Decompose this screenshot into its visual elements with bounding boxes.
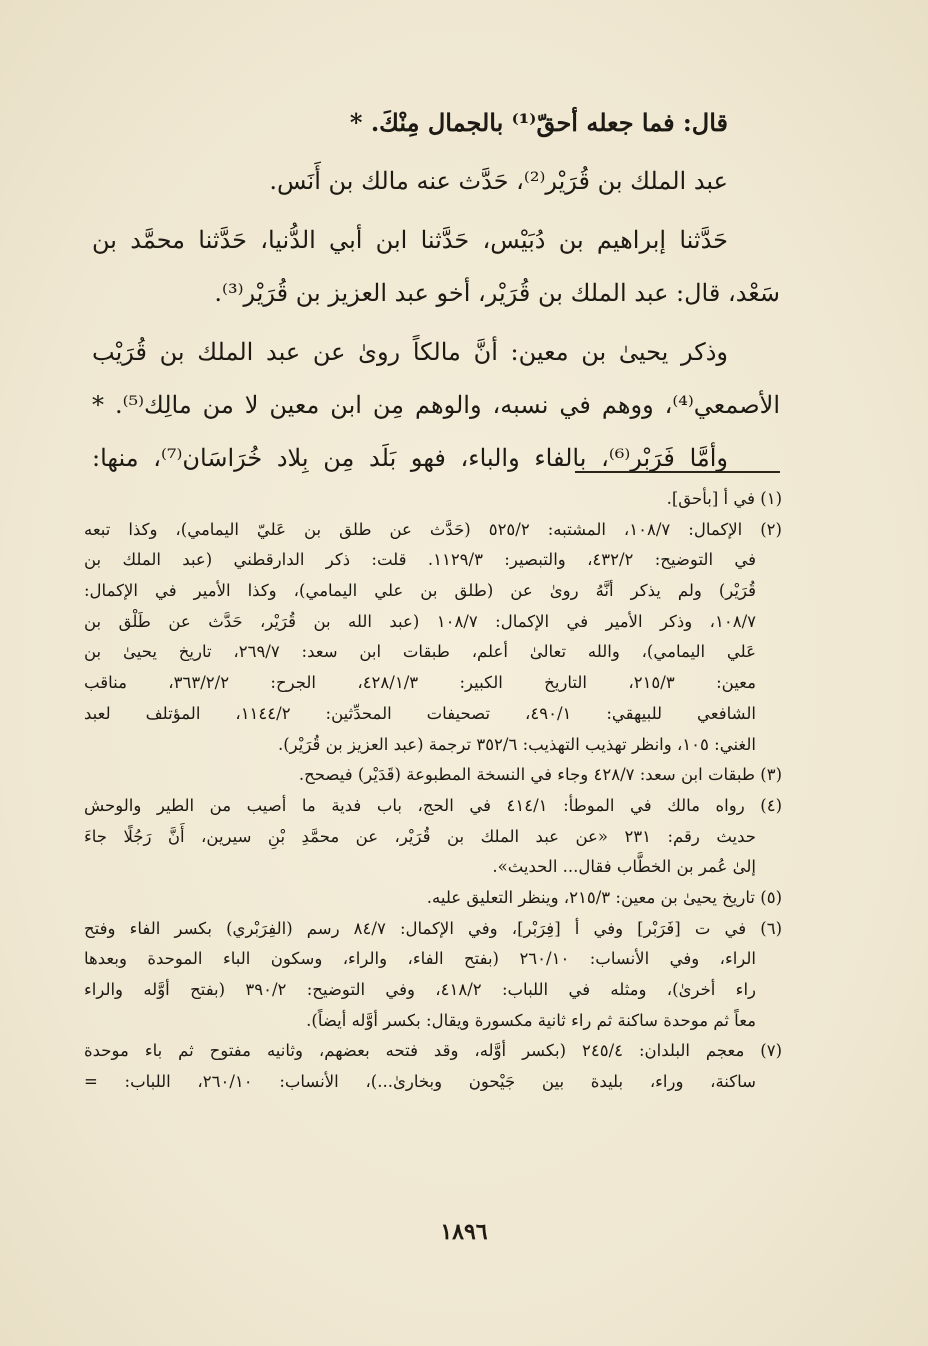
main-text <box>92 96 780 485</box>
footnote-line: الراء، وفي الأنساب: ٢٦٠/١٠ (بفتح الفاء، والراء، وسكون الباء الموحدة وبعدها <box>84 949 757 969</box>
footnote-line: (٥) تاريخ يحيىٰ بن معين: ٢١٥/٣، وينظر التعليق عليه. <box>426 887 782 907</box>
footnote-line: الشافعي للبيهقي: ٤٩٠/١، تصحيفات المحدِّثين: ١١٤٤/٢، المؤتلف لعبد <box>84 703 756 723</box>
footnote-line: معاً ثم موحدة ساكنة ثم راء ثانية مكسورة ويقال: بكسر أوَّله أيضاً). <box>306 1010 756 1030</box>
footnote-line: إلىٰ عُمر بن الخطَّاب فقال... الحديث». <box>492 857 756 877</box>
footnote-line: حديث رقم: ٢٣١ «عن عبد الملك بن قُرَيْر، عن محمَّدِ بْنِ سيرين، أَنَّ رَجُلًا جاءَ <box>84 826 756 846</box>
main-text-line: وأمَّا فَرَبْر⁽⁶⁾، بالفاء والباء، فهو بَلَد مِن بِلاد خُرَاسَان⁽⁷⁾، منها: <box>92 444 728 472</box>
footnote-line: الغني: ١٠٥، وانظر تهذيب التهذيب: ٣٥٢/٦ ترجمة (عبد العزيز بن قُرَيْر). <box>278 734 756 754</box>
footnote-line: في التوضيح: ٤٣٢/٢، والتبصير: ١١٢٩/٣. قلت: ذكر الدارقطني (عبد الملك بن <box>84 550 756 570</box>
footnote-line: (٣) طبقات ابن سعد: ٤٢٨/٧ وجاء في النسخة المطبوعة (قَدَيْر) فيصحح. <box>298 765 782 785</box>
footnote-line: قُرَيْر) ولم يذكر أنَّهُ روىٰ عن (طلق بن علي اليمامي)، وكذا الأمير في الإكمال: <box>84 581 756 601</box>
main-text-line: وذكر يحيىٰ بن معين: أنَّ مالكاً روىٰ عن عبد الملك بن قُرَيْب <box>92 338 728 366</box>
main-text-line: سَعْد، قال: عبد الملك بن قُرَيْر، أخو عبد العزيز بن قُرَيْر⁽³⁾. <box>214 279 780 307</box>
footnote-line: (٦) في ت [فَرَبْر] وفي أ [فِرَبْر]، وفي الإكمال: ٨٤/٧ رسم (الفِرَبْري) بكسر الفاء وفتح <box>84 918 782 938</box>
footnote-line: معين: ٢١٥/٣، التاريخ الكبير: ٤٢٨/١/٣، الجرح: ٣٦٣/٢/٢، مناقب <box>84 673 756 693</box>
main-text-line: الأصمعي⁽⁴⁾، ووهم في نسبه، والوهم مِن ابن معين لا من مالِك⁽⁵⁾. * <box>92 391 780 419</box>
footnote-line: (١) في أ [بأحق]. <box>666 489 782 508</box>
main-text-line: قال: فما جعله أحقّ⁽¹⁾ بالجمال مِنْكَ. * <box>349 108 728 137</box>
footnote-line: عَلي اليمامي)، والله تعالىٰ أعلم، طبقات ابن سعد: ٢٦٩/٧، تاريخ يحيىٰ بن <box>84 642 756 662</box>
footnote-line: راء أخرىٰ)، ومثله في اللباب: ٤١٨/٢، وفي التوضيح: ٣٩٠/٢ (بفتح أوَّله والراء <box>84 980 756 999</box>
footnote-separator <box>575 471 780 473</box>
footnote-line: (٧) معجم البلدان: ٢٤٥/٤ (بكسر أوَّله، وقد فتحه بعضهم، وثانيه مفتوح ثم باء موحدة <box>84 1041 782 1061</box>
footnote-line: (٤) رواه مالك في الموطأ: ٤١٤/١ في الحج، باب فدية ما أصيب من الطير والوحش <box>84 795 782 815</box>
main-text-line: عبد الملك بن قُرَيْر⁽²⁾، حَدَّث عنه مالك بن أَنَس. <box>269 167 728 195</box>
footnote-line: ١٠٨/٧، وذكر الأمير في الإكمال: ١٠٨/٧ (عبد الله بن قُرَيْر، حَدَّث عن طَلْق بن <box>84 611 756 631</box>
footnote-line: (٢) الإكمال: ١٠٨/٧، المشتبه: ٥٢٥/٢ (حَدَّث عن طلق بن عَليّ اليمامي)، وكذا تبعه <box>84 519 782 539</box>
footnotes <box>84 484 782 1098</box>
footnote-line: ساكنة، وراء، بليدة بين جَيْحون وبخارىٰ...)، الأنساب: ٢٦٠/١٠، اللباب: = <box>84 1072 756 1092</box>
page-number: ١٨٩٦ <box>440 1219 488 1245</box>
main-text-line: حَدَّثنا إبراهيم بن دُبَيْس، حَدَّثنا ابن أبي الدُّنيا، حَدَّثنا محمَّد بن <box>92 226 728 254</box>
